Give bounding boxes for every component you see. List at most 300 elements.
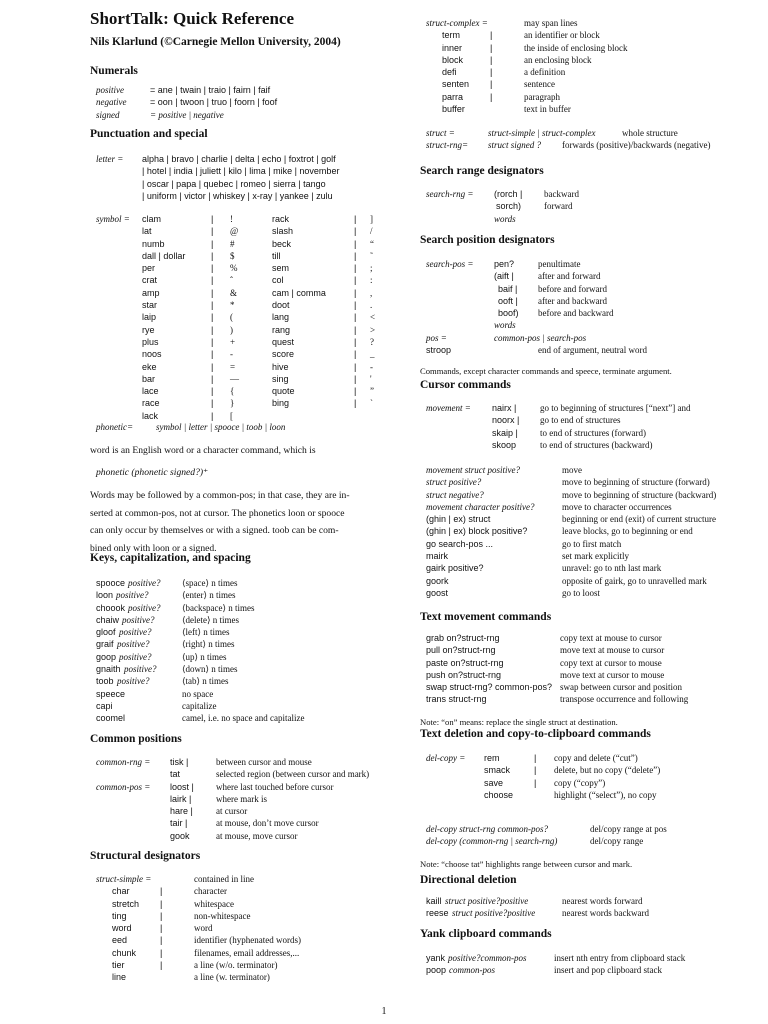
table-row xyxy=(426,777,746,789)
table-row xyxy=(96,830,416,842)
delete-form: del-copy (common-rng | search-rng) xyxy=(426,836,558,847)
cursor-command: movement struct positive? xyxy=(426,465,520,475)
position-desc: at mouse, move cursor xyxy=(216,830,298,841)
key-arg: positive? xyxy=(117,676,150,687)
symbol-word: lang xyxy=(272,312,290,323)
symbol-word: rang xyxy=(272,324,291,335)
separator: | xyxy=(211,238,214,249)
yank-desc: insert and pop clipboard stack xyxy=(554,965,662,976)
cursor-command: goork xyxy=(426,575,449,586)
del-copy-forms xyxy=(426,823,746,848)
def-label: struct-simple = xyxy=(96,874,152,884)
symbol-word: bing xyxy=(272,398,290,409)
cursor-desc: go to first match xyxy=(562,538,622,549)
textmove-command: trans struct-rng xyxy=(426,694,487,705)
symbol-char: / xyxy=(370,226,373,237)
table-row xyxy=(96,361,416,373)
separator: | xyxy=(211,275,214,286)
textmove-desc: swap between cursor and position xyxy=(560,682,682,693)
symbol-word: till xyxy=(272,250,281,261)
separator: | xyxy=(534,777,537,788)
symbol-char: ` xyxy=(370,398,373,409)
cursor-command: go search-pos ... xyxy=(426,538,494,549)
position-command: tat xyxy=(170,769,181,780)
separator: | xyxy=(211,373,214,384)
key-desc: ⟨down⟩ n times xyxy=(182,664,238,675)
letter-table: letter = alpha | bravo | charlie | delta | echo | foxtrot | golf | hotel | india | juliett | kilo | lima | mike | november | oscar | papa | quebec | romeo | sierra | tango | uniform | victor | whiskey | x-ray | yankee | zulu xyxy=(96,154,340,201)
struct-command: eed xyxy=(112,935,128,946)
position-command: loost | xyxy=(170,781,194,792)
symbol-char: ( xyxy=(230,312,233,323)
separator: | xyxy=(354,287,357,298)
word-paragraph: Words may be followed by a common-pos; in that case, they are in- serted at common-pos, not at cursor. The phonetics loon or spooce can only occur by themselves or with a signed. toob can be com- bined only with loon or a signed. xyxy=(90,490,350,554)
delete-desc: highlight (“select”), no copy xyxy=(554,789,657,800)
symbol-char: { xyxy=(230,386,235,397)
symbol-word: crat xyxy=(142,275,158,286)
table-row xyxy=(96,712,416,724)
key-desc: ⟨enter⟩ n times xyxy=(182,590,236,601)
table-row xyxy=(96,626,416,638)
separator: | xyxy=(534,753,537,763)
struct-desc: contained in line xyxy=(194,874,254,884)
delete-command: save xyxy=(484,777,504,788)
yank-table xyxy=(426,952,756,977)
separator: | xyxy=(354,398,357,409)
symbol-word: score xyxy=(272,349,295,360)
key-arg: positive? xyxy=(128,578,161,588)
cursor-heading: Cursor commands xyxy=(420,379,511,391)
separator: | xyxy=(354,373,357,384)
common-positions-heading: Common positions xyxy=(90,733,182,745)
textmove-command: paste on?struct-rng xyxy=(426,657,504,668)
key-command: choook xyxy=(96,602,126,613)
def-label: common-pos = xyxy=(96,781,151,792)
textmove-desc: transpose occurrence and following xyxy=(560,694,689,705)
table-row xyxy=(426,464,756,476)
table-row xyxy=(96,898,416,910)
symbol-char: ˆ xyxy=(230,275,233,286)
table-row xyxy=(96,336,416,348)
on-note: Note: “on” means: replace the single struct at destination. xyxy=(420,717,618,727)
cursor-commands-table xyxy=(426,464,756,599)
textmove-command: grab on?struct-rng xyxy=(426,633,500,643)
separator: | xyxy=(211,250,214,261)
cursor-desc: move to beginning of structure (forward) xyxy=(562,477,710,488)
separator: | xyxy=(490,79,493,90)
key-command: coomel xyxy=(96,713,126,724)
table-row xyxy=(426,103,746,115)
textmove-command: push on?struct-rng xyxy=(426,669,502,680)
position-command: hare | xyxy=(170,806,193,817)
position-desc: at cursor xyxy=(216,806,248,817)
directional-command: reese xyxy=(426,908,449,919)
directional-table xyxy=(426,895,746,920)
table-row xyxy=(96,213,416,225)
terminate-note: Commands, except character commands and speece, terminate argument. xyxy=(420,366,672,376)
table-row xyxy=(96,262,416,274)
table-row xyxy=(426,513,756,525)
movement-desc: go to end of structures xyxy=(540,415,621,426)
table-row xyxy=(96,311,416,323)
cursor-desc: beginning or end (exit) of current structure xyxy=(562,514,716,525)
separator: | xyxy=(160,910,163,921)
separator: | xyxy=(211,300,214,311)
separator: | xyxy=(534,765,537,776)
table-row xyxy=(426,66,746,78)
symbol-word: laip xyxy=(142,312,157,323)
structural-heading: Structural designators xyxy=(90,850,201,862)
separator: | xyxy=(211,214,214,224)
table-row xyxy=(426,669,756,681)
delete-form-desc: del/copy range xyxy=(590,836,644,847)
text-movement-table xyxy=(426,632,756,706)
directional-arg: struct positive?positive xyxy=(445,896,529,906)
key-command: toob xyxy=(96,676,114,687)
table-row xyxy=(96,287,416,299)
struct-desc: identifier (hyphenated words) xyxy=(194,935,301,946)
struct-desc: a definition xyxy=(524,67,566,78)
key-desc: ⟨up⟩ n times xyxy=(182,651,227,662)
key-desc: no space xyxy=(182,688,214,699)
table-row xyxy=(96,238,416,250)
symbol-char: > xyxy=(370,324,376,335)
key-desc: ⟨left⟩ n times xyxy=(182,627,230,638)
key-command: graif xyxy=(96,639,114,650)
deletion-heading: Text deletion and copy-to-clipboard commands xyxy=(420,728,651,740)
symbol-char: _ xyxy=(370,349,375,360)
table-row xyxy=(96,781,416,793)
key-desc: ⟨space⟩ n times xyxy=(182,578,238,588)
struct-desc: paragraph xyxy=(524,91,560,102)
separator: | xyxy=(354,214,357,224)
symbol-word: dall | dollar xyxy=(142,250,186,261)
cursor-desc: leave blocks, go to beginning or end xyxy=(562,526,693,537)
separator: | xyxy=(354,300,357,311)
directional-arg: struct positive?positive xyxy=(452,908,536,919)
table-row xyxy=(426,54,746,66)
symbol-char: ? xyxy=(370,336,374,347)
key-arg: positive? xyxy=(117,639,150,650)
cursor-desc: go to loost xyxy=(562,587,601,598)
table-row xyxy=(96,947,416,959)
struct-command: term xyxy=(442,30,460,41)
struct-desc: a line (w. terminator) xyxy=(194,972,270,983)
symbol-word: lack xyxy=(142,410,159,421)
key-desc: capitalize xyxy=(182,700,217,711)
separator: | xyxy=(354,275,357,286)
cursor-command: (ghin | ex) struct xyxy=(426,514,491,525)
table-row xyxy=(426,525,756,537)
table-row xyxy=(426,823,746,835)
keys-heading: Keys, capitalization, and spacing xyxy=(90,552,251,564)
table-row xyxy=(96,250,416,262)
position-command: tisk | xyxy=(170,757,189,767)
table-row xyxy=(96,348,416,360)
struct-command: ting xyxy=(112,910,127,921)
table-row xyxy=(96,589,416,601)
separator: | xyxy=(211,287,214,298)
table-row xyxy=(96,959,416,971)
phonetic-formula: phonetic (phonetic signed?)⁺ xyxy=(96,467,209,478)
symbol-char: } xyxy=(230,398,235,409)
word-definition: word is an English word or a character command, which is xyxy=(90,445,316,456)
symbol-word: noos xyxy=(142,349,162,360)
delete-desc: delete, but no copy (“delete”) xyxy=(554,765,661,776)
table-row xyxy=(96,385,416,397)
table-row xyxy=(96,274,416,286)
table-row xyxy=(426,29,746,41)
symbol-word: rack xyxy=(272,214,290,224)
symbol-char: ) xyxy=(230,324,233,335)
cursor-desc: opposite of gairk, go to unravelled mark xyxy=(562,575,707,586)
common-positions-table xyxy=(96,756,416,842)
struct-desc: character xyxy=(194,886,227,897)
table-row xyxy=(426,550,756,562)
delete-command: rem xyxy=(484,753,500,763)
cursor-desc: move to beginning of structure (backward) xyxy=(562,489,717,500)
symbol-char: = xyxy=(230,361,236,372)
symbol-char: # xyxy=(230,238,235,249)
separator: | xyxy=(160,935,163,946)
search-position-table: search-pos = pen? penultimate (aift | after and forward baif | before and forward ooft | after and backward boof) before and backward words pos = common-pos | search-pos stroop end of argument, neutral word xyxy=(426,259,648,356)
struct-desc: an enclosing block xyxy=(524,54,592,65)
struct-desc: filenames, email addresses,... xyxy=(194,947,300,958)
key-command: chaiw xyxy=(96,614,120,625)
textmove-desc: move text at mouse to cursor xyxy=(560,645,665,656)
yank-arg: common-pos xyxy=(449,965,495,976)
delete-command: choose xyxy=(484,789,514,800)
table-row xyxy=(426,764,746,776)
yank-arg: positive?common-pos xyxy=(448,953,527,963)
position-command: gook xyxy=(170,830,190,841)
table-row xyxy=(96,324,416,336)
table-row xyxy=(96,971,416,983)
symbol-char: - xyxy=(230,349,233,360)
symbol-char: , xyxy=(370,287,373,298)
cursor-desc: move xyxy=(562,465,582,475)
table-row xyxy=(426,952,756,964)
symbol-word: rye xyxy=(142,324,155,335)
symbol-char: & xyxy=(230,287,238,298)
symbol-char: ” xyxy=(370,386,374,397)
symbol-word: per xyxy=(142,263,156,274)
symbol-char: - xyxy=(370,361,373,372)
table-row xyxy=(426,632,756,644)
textmove-desc: move text at cursor to mouse xyxy=(560,669,665,680)
table-row xyxy=(96,934,416,946)
table-row xyxy=(426,693,756,705)
separator: | xyxy=(211,336,214,347)
table-row xyxy=(96,922,416,934)
separator: | xyxy=(354,386,357,397)
table-row xyxy=(426,489,756,501)
def-label: common-rng = xyxy=(96,757,151,767)
separator: | xyxy=(160,898,163,909)
yank-desc: insert nth entry from clipboard stack xyxy=(554,953,686,963)
separator: | xyxy=(211,312,214,323)
cursor-desc: set mark explicitly xyxy=(562,551,629,562)
delete-desc: copy and delete (“cut”) xyxy=(554,753,638,763)
key-command: gnaith xyxy=(96,664,121,675)
textmove-desc: copy text at mouse to cursor xyxy=(560,633,662,643)
table-row xyxy=(96,756,416,768)
symbol-char: [ xyxy=(230,410,233,421)
key-arg: positive? xyxy=(122,614,155,625)
key-command: gloof xyxy=(96,627,116,638)
search-range-heading: Search range designators xyxy=(420,165,544,177)
symbol-word: slash xyxy=(272,226,294,237)
directional-desc: nearest words forward xyxy=(562,896,643,906)
symbol-char: ; xyxy=(370,263,373,274)
table-row xyxy=(96,614,416,626)
cursor-command: struct negative? xyxy=(426,489,484,500)
separator: | xyxy=(211,226,214,237)
textmove-desc: copy text at cursor to mouse xyxy=(560,657,662,668)
struct-command: inner xyxy=(442,42,463,53)
table-row xyxy=(426,427,746,439)
key-desc: ⟨delete⟩ n times xyxy=(182,614,240,625)
table-row xyxy=(426,644,756,656)
separator: | xyxy=(354,324,357,335)
key-arg: positive? xyxy=(119,627,152,638)
table-row xyxy=(96,373,416,385)
cursor-command: goost xyxy=(426,587,449,598)
table-row xyxy=(96,663,416,675)
symbol-word: sing xyxy=(272,373,289,384)
struct-complex-table xyxy=(426,17,746,115)
table-row xyxy=(426,476,756,488)
separator: | xyxy=(160,886,163,897)
separator: | xyxy=(354,336,357,347)
key-command: loon xyxy=(96,590,114,601)
separator: | xyxy=(354,361,357,372)
separator: | xyxy=(490,67,493,78)
table-row xyxy=(96,768,416,780)
struct-desc: text in buffer xyxy=(524,104,571,115)
symbol-word: clam xyxy=(142,214,162,224)
table-row xyxy=(96,817,416,829)
keys-table xyxy=(96,577,416,725)
symbol-char: + xyxy=(230,336,236,347)
separator: | xyxy=(354,238,357,249)
struct-command: senten xyxy=(442,79,470,90)
table-row xyxy=(96,225,416,237)
table-row xyxy=(96,793,416,805)
key-desc: ⟨backspace⟩ n times xyxy=(182,602,255,613)
directional-desc: nearest words backward xyxy=(562,908,649,919)
choose-note: Note: “choose tat” highlights range between cursor and mark. xyxy=(420,859,633,869)
symbol-char: @ xyxy=(230,226,239,237)
def-label: movement = xyxy=(426,403,471,413)
table-row xyxy=(426,964,756,976)
search-range-table: search-rng = (rorch | backward sorch) forward words xyxy=(426,189,579,224)
cursor-desc: move to character occurrences xyxy=(562,501,672,512)
symbol-char: ] xyxy=(370,214,373,224)
symbol-char: $ xyxy=(230,250,235,261)
symbol-char: . xyxy=(370,300,373,311)
table-row xyxy=(426,439,746,451)
symbol-word: lace xyxy=(142,386,159,397)
table-row xyxy=(96,885,416,897)
table-row xyxy=(96,910,416,922)
position-command: lairk | xyxy=(170,793,192,804)
position-desc: where last touched before cursor xyxy=(216,781,334,792)
textmove-command: swap struct-rng? common-pos? xyxy=(426,682,553,693)
key-arg: positive? xyxy=(116,590,149,601)
movement-table xyxy=(426,402,746,451)
position-command: tair | xyxy=(170,818,188,829)
separator: | xyxy=(211,386,214,397)
separator: | xyxy=(160,960,163,971)
key-desc: camel, i.e. no space and capitalize xyxy=(182,713,305,724)
movement-command: nairx | xyxy=(492,403,517,413)
separator: | xyxy=(490,30,493,41)
movement-desc: to end of structures (backward) xyxy=(540,439,653,450)
numerals-heading: Numerals xyxy=(90,65,138,77)
separator: | xyxy=(354,349,357,360)
table-row xyxy=(426,17,746,29)
delete-command: smack xyxy=(484,765,511,776)
symbol-word: plus xyxy=(142,336,159,347)
separator: | xyxy=(354,312,357,323)
position-desc: selected region (between cursor and mark) xyxy=(216,769,370,780)
symbol-word: numb xyxy=(142,238,165,249)
separator: | xyxy=(490,42,493,53)
table-row xyxy=(426,538,756,550)
struct-command: block xyxy=(442,54,464,65)
phonetic-def: phonetic= symbol | letter | spooce | toob | loon xyxy=(96,422,286,432)
struct-desc: a line (w/o. terminator) xyxy=(194,960,278,971)
symbol-char: ˜ xyxy=(370,250,373,261)
struct-desc: the inside of enclosing block xyxy=(524,42,628,53)
struct-command: stretch xyxy=(112,898,140,909)
textmove-command: pull on?struct-rng xyxy=(426,645,496,656)
yank-heading: Yank clipboard commands xyxy=(420,928,552,940)
symbol-word: doot xyxy=(272,300,290,311)
symbol-word: quote xyxy=(272,386,295,397)
directional-command: kaill xyxy=(426,896,442,906)
del-copy-table xyxy=(426,752,746,801)
delete-form-desc: del/copy range at pos xyxy=(590,824,667,834)
def-label: del-copy = xyxy=(426,753,466,763)
symbol-char: * xyxy=(230,300,235,311)
author-line: Nils Klarlund (©Carnegie Mellon University, 2004) xyxy=(90,36,341,48)
structural-table xyxy=(96,873,416,984)
table-row xyxy=(426,587,756,599)
struct-command: buffer xyxy=(442,104,465,115)
delete-desc: copy (“copy”) xyxy=(554,777,606,788)
table-row xyxy=(426,907,746,919)
separator: | xyxy=(160,923,163,934)
symbol-word: race xyxy=(142,398,160,409)
struct-desc: whitespace xyxy=(194,898,234,909)
struct-command: defi xyxy=(442,67,457,78)
struct-desc: non-whitespace xyxy=(194,910,251,921)
page-number: 1 xyxy=(381,1006,387,1017)
separator: | xyxy=(354,226,357,237)
movement-command: skoop xyxy=(492,439,517,450)
movement-desc: to end of structures (forward) xyxy=(540,427,646,438)
symbol-word: col xyxy=(272,275,284,286)
symbol-word: eke xyxy=(142,361,157,372)
table-row xyxy=(96,873,416,885)
movement-command: noorx | xyxy=(492,415,520,426)
symbol-word: beck xyxy=(272,238,292,249)
table-row xyxy=(426,657,756,669)
table-row xyxy=(426,402,746,414)
separator: | xyxy=(490,91,493,102)
cursor-command: (ghin | ex) block positive? xyxy=(426,526,528,537)
